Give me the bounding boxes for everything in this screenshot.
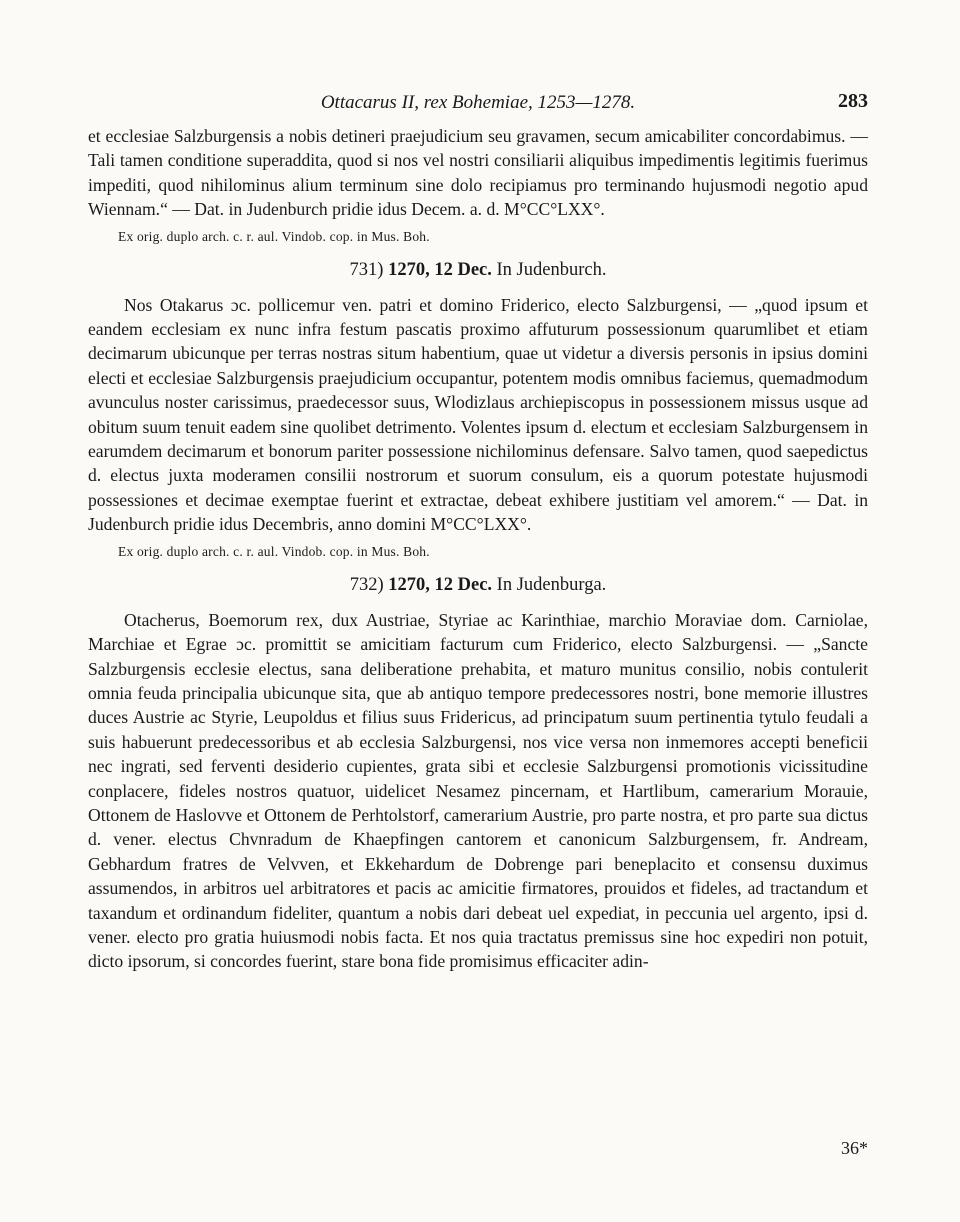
document-year: 1270, — [388, 259, 430, 280]
document-date: 12 Dec. — [434, 574, 493, 595]
page-header — [88, 88, 868, 118]
running-title: Ottacarus II, rex Bohemiae, 1253—1278. — [320, 92, 636, 113]
document-place: In Judenburch. — [496, 259, 607, 280]
document-date: 12 Dec. — [434, 259, 492, 280]
paragraph-731: Nos Otakarus ɔc. pollicemur ven. patri et domino Friderico, electo Salzburgensi, — „quod ipsum et eandem ecclesiam ex nunc infra festum pascatis proximo affuturum possessionum quarumlibet et etiam decimarum ubicunque per terras nostras situm habentium, quae ut videtur a diversis personis in ipsius domini electi et ecclesiae Salzburgensis praejudicium occupantur, potentem modis omnibus faciemus, quemadmodum avunculus noster carissimus, praedecessor suus, Wlodizlaus archiepiscopus in possessionem missus usque ad obitum suum tenuit eadem sine quolibet detrimento. Volentes ipsum d. electum et ecclesiam Salzburgensem in earumdem decimarum et bonorum pariter possessione nichilominus defensare. Salvo tamen, quod saepedictus d. electus juxta moderamen consilii nostrorum et suorum consulum, eis a quorum potestate hujusmodi possessiones et decimae exemptae fuerint et extractae, debeat exhibere justitiam vel amorem.“ — Dat. in Judenburch pridie idus Decembris, anno domini M°CC°LXX°. — [88, 294, 868, 535]
source-note: Ex orig. duplo arch. c. r. aul. Vindob. cop. in Mus. Boh. — [118, 228, 430, 244]
paragraph-732: Otacherus, Boemorum rex, dux Austriae, Styriae ac Karinthiae, marchio Moraviae dom. Carniolae, Marchiae et Egrae ɔc. promittit se amicitiam facturum cum Friderico, electo Salzburgensi. — „Sancte Salzburgensis ecclesie electus, sana deliberatione prehabita, et maturo munitus consilio, nobis contulerit omnia feuda principalia ubicunque sita, que ab antiquo tempore predecessores nostri, bone memorie illustres duces Austrie ac Styrie, Leupoldus et filius suus Fridericus, ad principatum suum pertinentia tytulo feudali a suis habuerunt predecessoribus et ab ecclesia Salzburgensi, nos vice versa non inmemores accepti beneficii nec ingrati, sed ferventi desiderio cupientes, grata sibi et ecclesie Salzburgensi promotionis vicissitudine conplacere, fideles nostros quatuor, uidelicet Nesamez pincernam, et Hartlibum, camerarium Morauie, Ottonem de Haslovve et Ottonem de Perhtolstorf, camerarium Austrie, pro parte nostra, et pro parte sua dictus d. vener. electus Chvnradum de Khaepfingen cantorem et canonicum Salzburgensem, fr. Andream, Gebhardum fratres de Velvven, et Ekkehardum de Dobrenge pari beneplacito et consensu duximus assumendos, in arbitros uel arbitratores et pacis ac amicitie firmatores, prouidos et fideles, ad tractandum et taxandum et ordinandum fideliter, quantum a nobis dari debeat uel expediat, in peccunia uel argento, ipsi d. vener. electo pro gratia huiusmodi nobis facta. Et nos quia tractatus premissus sine hoc expediri non potuit, dicto ipsorum, si concordes fuerint, stare bona fide promisimus efficaciter adin- — [88, 609, 868, 972]
source-note: Ex orig. duplo arch. c. r. aul. Vindob. cop. in Mus. Boh. — [118, 543, 430, 559]
document-number: 732) — [349, 574, 384, 595]
document-heading-732 — [88, 575, 868, 596]
document-place: In Judenburga. — [496, 574, 607, 595]
paragraph-continuation: et ecclesiae Salzburgensis a nobis detineri praejudicium seu gravamen, secum amicabiliter concordabimus. — Tali tamen conditione superaddita, quod si nos vel nostri consiliarii aliquibus impedimentis legitimis fuerimus impediti, quod nihilominus alium terminum sine dolo recipiamus pro terminando hujusmodi negotio apud Wiennam.“ — Dat. in Judenburch pridie idus Decem. a. d. M°CC°LXX°. — [88, 126, 868, 220]
document-heading-731 — [88, 260, 868, 281]
document-number: 731) — [349, 259, 384, 280]
signature-mark: 36* — [841, 1138, 868, 1158]
document-year: 1270, — [388, 574, 430, 595]
page-body — [88, 124, 868, 974]
page-number: 283 — [838, 90, 868, 112]
